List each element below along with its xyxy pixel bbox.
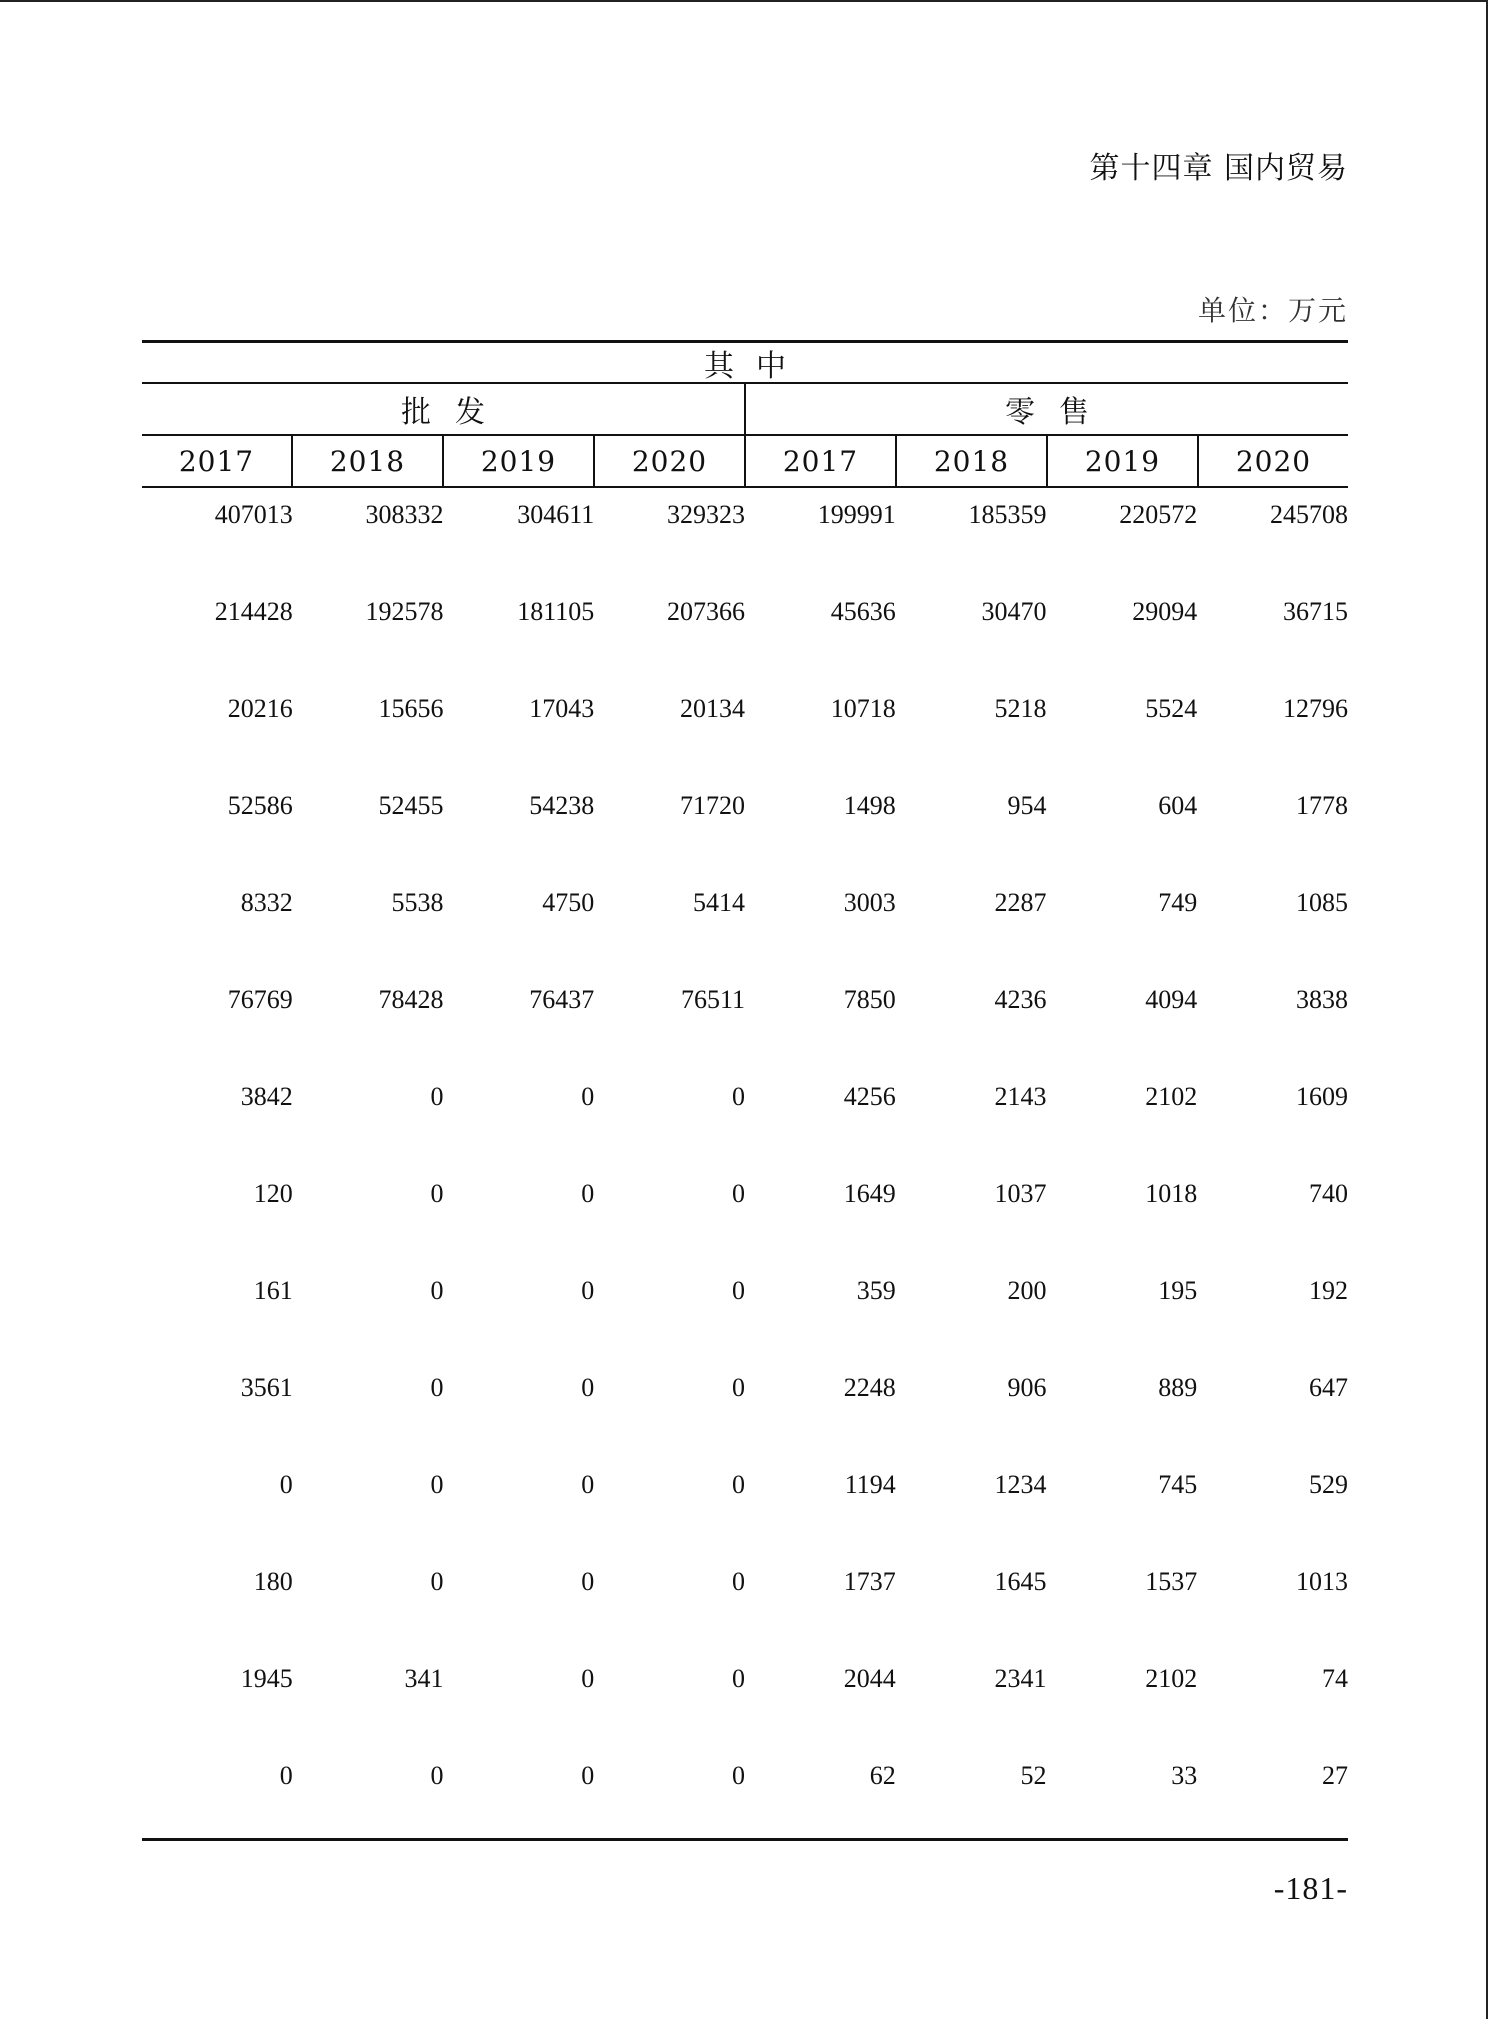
table-cell: 329323: [667, 500, 745, 529]
table-cell: 5218: [994, 694, 1047, 723]
table-row: [142, 1373, 1348, 1470]
table-cell: 0: [732, 1567, 745, 1596]
table-cell: 4750: [542, 888, 595, 917]
table-cell: 647: [1309, 1373, 1348, 1402]
table-cell: 192: [1309, 1276, 1348, 1305]
table-cell: 0: [581, 1761, 595, 1790]
unit-label: 单位：万元: [1197, 294, 1348, 327]
table-cell: 3842: [240, 1082, 293, 1111]
table-cell: 3561: [240, 1373, 293, 1402]
table-cell: 0: [430, 1761, 444, 1790]
table-row: [142, 1761, 1348, 1858]
table-cell: 341: [404, 1664, 444, 1693]
table-cell: 954: [1007, 791, 1047, 820]
table-cell: 0: [732, 1470, 745, 1499]
table-cell: 604: [1158, 791, 1198, 820]
table-row: [142, 500, 1348, 597]
table-cell: 0: [732, 1373, 745, 1402]
table-cell: 0: [430, 1082, 444, 1111]
table-cell: 12796: [1283, 694, 1348, 723]
table-cell: 207366: [667, 597, 745, 626]
table-cell: 0: [279, 1761, 293, 1790]
table-cell: 1737: [843, 1567, 896, 1596]
table-cell: 740: [1309, 1179, 1348, 1208]
table-cell: 8332: [240, 888, 293, 917]
table-cell: 200: [1007, 1276, 1047, 1305]
table-cell: 7850: [843, 985, 896, 1014]
table-cell: 407013: [214, 500, 293, 529]
table-cell: 76511: [680, 985, 745, 1014]
table-cell: 27: [1322, 1761, 1348, 1790]
table-cell: 0: [430, 1373, 444, 1402]
table-cell: 45636: [830, 597, 896, 626]
table-cell: 74: [1322, 1664, 1348, 1693]
table-cell: 195: [1158, 1276, 1198, 1305]
table-cell: 1645: [994, 1567, 1047, 1596]
table-cell: 1498: [843, 791, 896, 820]
table-bottom-rule: [142, 1838, 1348, 1841]
statistics-table: [142, 340, 1348, 1858]
table-cell: 1537: [1145, 1567, 1198, 1596]
table-cell: 1194: [844, 1470, 896, 1499]
table-row: [142, 1179, 1348, 1276]
table-row: [142, 1664, 1348, 1761]
table-cell: 52455: [378, 791, 444, 820]
table-cell: 1013: [1296, 1567, 1348, 1596]
table-cell: 62: [869, 1761, 896, 1790]
table-cell: 359: [856, 1276, 896, 1305]
table-cell: 0: [732, 1276, 745, 1305]
table-cell: 2102: [1145, 1082, 1198, 1111]
table-cell: 745: [1158, 1470, 1198, 1499]
table-cell: 0: [732, 1082, 745, 1111]
table-cell: 0: [430, 1567, 444, 1596]
table-row: [142, 888, 1348, 985]
table-cell: 20134: [680, 694, 745, 723]
page-number: -181-: [1273, 1870, 1348, 1906]
group-header-wholesale: 批发: [401, 395, 509, 430]
table-cell: 1018: [1145, 1179, 1198, 1208]
table-cell: 2287: [994, 888, 1047, 917]
table-cell: 180: [253, 1567, 293, 1596]
table-cell: 5414: [693, 888, 745, 917]
table-cell: 29094: [1132, 597, 1198, 626]
table-cell: 181105: [517, 597, 595, 626]
table-cell: 0: [732, 1179, 745, 1208]
table-cell: 33: [1171, 1761, 1198, 1790]
table-cell: 214428: [214, 597, 293, 626]
table-row: [142, 1082, 1348, 1179]
table-cell: 0: [581, 1567, 595, 1596]
chapter-title: 第十四章 国内贸易: [1089, 151, 1348, 186]
year-header: 2018: [895, 436, 1046, 486]
table-row: [142, 694, 1348, 791]
table-cell: 3838: [1296, 985, 1348, 1014]
table-cell: 76437: [529, 985, 595, 1014]
year-header: 2019: [1046, 436, 1197, 486]
table-cell: 0: [581, 1082, 595, 1111]
table-cell: 10718: [830, 694, 896, 723]
table-cell: 1085: [1296, 888, 1348, 917]
table-cell: 889: [1158, 1373, 1198, 1402]
table-cell: 220572: [1119, 500, 1198, 529]
table-cell: 0: [732, 1664, 745, 1693]
table-cell: 20216: [227, 694, 293, 723]
table-cell: 1609: [1296, 1082, 1348, 1111]
table-cell: 749: [1158, 888, 1198, 917]
table-cell: 1778: [1296, 791, 1348, 820]
group-header-retail: 零售: [744, 384, 1348, 434]
table-cell: 185359: [968, 500, 1047, 529]
table-cell: 76769: [227, 985, 293, 1014]
table-cell: 2102: [1145, 1664, 1198, 1693]
table-row: [142, 1276, 1348, 1373]
table-cell: 0: [581, 1373, 595, 1402]
table-cell: 17043: [529, 694, 595, 723]
table-cell: 0: [581, 1664, 595, 1693]
table-year-header-row: [142, 436, 1348, 488]
table-cell: 245708: [1270, 500, 1348, 529]
table-cell: 1649: [843, 1179, 896, 1208]
table-cell: 52586: [227, 791, 293, 820]
table-cell: 52: [1020, 1761, 1047, 1790]
table-cell: 78428: [378, 985, 444, 1014]
table-body: [142, 488, 1348, 1858]
table-row: [142, 1470, 1348, 1567]
table-row: [142, 985, 1348, 1082]
table-group-header-row: [142, 384, 1348, 436]
year-header: 2017: [744, 436, 895, 486]
year-header: 2017: [178, 444, 255, 478]
page-top-border: [0, 0, 1488, 2]
table-cell: 54238: [529, 791, 595, 820]
table-cell: 1945: [240, 1664, 293, 1693]
table-cell: 304611: [517, 500, 595, 529]
table-cell: 1037: [994, 1179, 1047, 1208]
table-cell: 161: [253, 1276, 293, 1305]
table-cell: 15656: [378, 694, 444, 723]
table-row: [142, 791, 1348, 888]
table-top-header: 其中: [142, 340, 1348, 384]
table-cell: 120: [253, 1179, 293, 1208]
table-cell: 2044: [843, 1664, 896, 1693]
year-header: 2018: [291, 436, 442, 486]
table-cell: 5538: [391, 888, 444, 917]
table-cell: 36715: [1283, 597, 1348, 626]
table-cell: 0: [430, 1179, 444, 1208]
table-row: [142, 597, 1348, 694]
year-header: 2019: [442, 436, 593, 486]
table-cell: 4094: [1145, 985, 1198, 1014]
table-cell: 0: [581, 1179, 595, 1208]
table-cell: 0: [430, 1470, 444, 1499]
table-cell: 192578: [365, 597, 444, 626]
table-cell: 4236: [994, 985, 1047, 1014]
table-cell: 2248: [843, 1373, 896, 1402]
table-row: [142, 1567, 1348, 1664]
table-cell: 4256: [843, 1082, 896, 1111]
table-cell: 2143: [994, 1082, 1047, 1111]
table-cell: 308332: [365, 500, 444, 529]
table-cell: 30470: [981, 597, 1047, 626]
table-cell: 0: [430, 1276, 444, 1305]
table-cell: 5524: [1145, 694, 1198, 723]
table-cell: 906: [1007, 1373, 1047, 1402]
table-cell: 0: [279, 1470, 293, 1499]
year-header: 2020: [593, 436, 744, 486]
table-cell: 71720: [680, 791, 745, 820]
table-cell: 0: [581, 1470, 595, 1499]
table-cell: 529: [1309, 1470, 1348, 1499]
table-cell: 199991: [817, 500, 896, 529]
table-cell: 2341: [994, 1664, 1047, 1693]
table-cell: 3003: [843, 888, 896, 917]
table-cell: 0: [581, 1276, 595, 1305]
table-cell: 0: [732, 1761, 745, 1790]
year-header: 2020: [1197, 436, 1348, 486]
table-cell: 1234: [994, 1470, 1047, 1499]
